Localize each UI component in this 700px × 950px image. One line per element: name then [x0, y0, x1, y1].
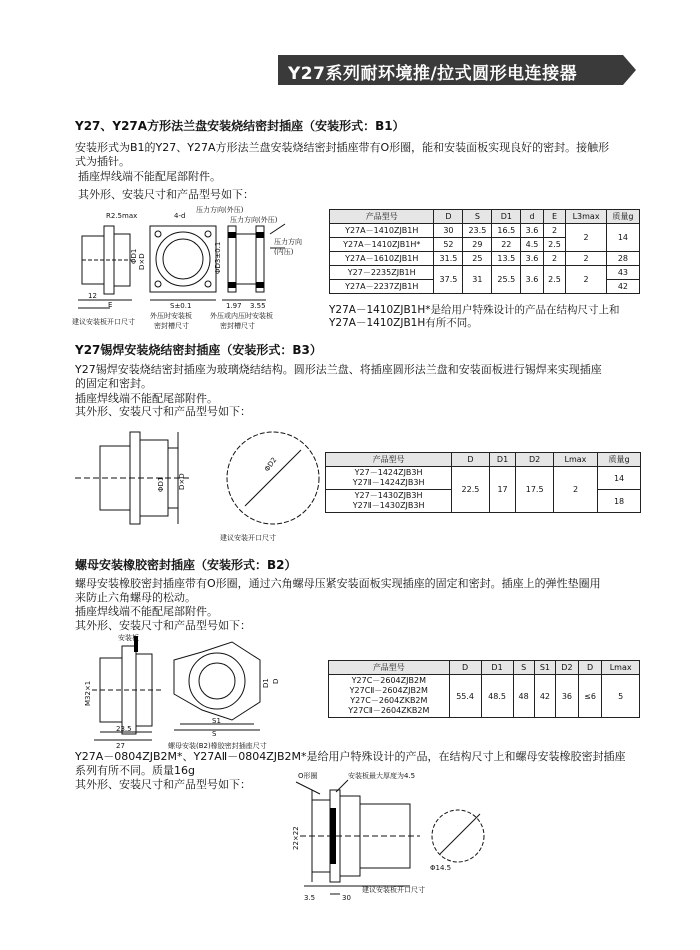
table-cell: 3.6 — [521, 224, 544, 238]
fig4-label-22x22: 22×22 — [292, 826, 300, 850]
table-cell: 2 — [566, 224, 607, 252]
fig1-label-s: S±0.1 — [170, 302, 192, 310]
fig3-label-27: 27 — [116, 742, 125, 750]
fig3-label-s1: S1 — [212, 717, 221, 725]
s3-th-d2: D2 — [556, 661, 579, 675]
fig1-label-pressure-out: 压力方向(外压) — [196, 206, 244, 214]
fig1-label-d1: ΦD1 — [130, 248, 138, 264]
table-cell: 22 — [492, 238, 521, 252]
s2-th-d2: D2 — [516, 453, 553, 467]
banner-arrow-tip — [623, 55, 636, 85]
s3-th-s: S — [513, 661, 534, 675]
table-cell: 42 — [606, 280, 639, 294]
section2-spec-table — [325, 452, 641, 513]
fig4-label-d145: Φ14.5 — [430, 864, 452, 872]
section3-note-line1: Y27A－0804ZJB2M*、Y27AⅡ－0804ZJB2M*是给用户特殊设计的产品，在结构尺寸上和螺母安装橡胶密封插座 — [75, 750, 626, 763]
s2-th-d: D — [452, 453, 489, 467]
table-cell: 37.5 — [434, 266, 463, 294]
table-cell: 2 — [543, 224, 566, 238]
section2-para-line1: Y27锡焊安装烧结密封插座为玻璃烧结结构。圆形法兰盘、将插座圆形法兰盘和安装面板进行锡焊来实现插座 — [75, 363, 602, 376]
fig1-label-355: 3.55 — [250, 302, 266, 310]
s3-th-lmax: Lmax — [602, 661, 640, 675]
table-cell: 28 — [606, 252, 639, 266]
table-cell: 55.4 — [449, 675, 481, 718]
s3-th-d: D — [449, 661, 481, 675]
fig1-label-4d: 4-d — [174, 212, 186, 220]
table-cell: 25 — [463, 252, 492, 266]
table-cell: 3.6 — [521, 252, 544, 266]
section1-para-line3: 插座焊线端不能配尾部附件。 — [78, 170, 221, 183]
fig1-label-phi-d3: ΦD3±0.1 — [214, 241, 222, 274]
fig2-label-dxd: D×D — [178, 473, 186, 490]
table-cell: 2 — [566, 252, 607, 266]
fig4-label-thickness: 安装板最大厚度为4.5 — [348, 772, 416, 780]
section4-drawing — [290, 768, 520, 904]
s3-th-model: 产品型号 — [329, 661, 450, 675]
table-cell: 48.5 — [481, 675, 513, 718]
s2-th-lmax: Lmax — [553, 453, 597, 467]
fig3-label-d1: D1 — [262, 678, 270, 688]
table-row — [330, 266, 640, 280]
table-cell: 13.5 — [492, 252, 521, 266]
table-cell: Y27A－1610ZJB1H — [330, 252, 434, 266]
section3-note-line2: 系列有所不同。质量16g — [75, 764, 195, 777]
banner-title: Y27系列耐环境推/拉式圆形电连接器 — [288, 64, 578, 84]
fig2-caption: 建议安装开口尺寸 — [220, 534, 276, 542]
section3-para-line2: 来防止六角螺母的松动。 — [75, 591, 196, 604]
s2-th-model: 产品型号 — [326, 453, 452, 467]
fig1-caption-panel-out: 外压时安装板 — [150, 312, 192, 320]
section1-drawing — [70, 204, 328, 334]
table-cell: 25.5 — [492, 266, 521, 294]
table-cell: Y27A－2237ZJB1H — [330, 280, 434, 294]
table-cell — [326, 467, 452, 490]
table-cell: 2 — [543, 252, 566, 266]
fig2-label-d1: ΦD1 — [157, 476, 165, 492]
table-cell: 14 — [598, 467, 641, 490]
fig4-label-35: 3.5 — [304, 894, 316, 902]
table-cell: 22.5 — [452, 467, 489, 513]
section1-title: Y27、Y27A方形法兰盘安装烧结密封插座（安装形式：B1） — [75, 119, 405, 133]
fig4-caption: 建议安装板开口尺寸 — [362, 886, 425, 894]
fig1-label-pressure-in2: (内压) — [274, 248, 294, 256]
s2-th-d1: D1 — [489, 453, 516, 467]
table-cell: ≤6 — [578, 675, 602, 718]
table-cell: 31 — [463, 266, 492, 294]
section2-table-header — [326, 453, 641, 467]
fig4-label-oring: O形圈 — [298, 772, 318, 780]
section2-para-line4: 其外形、安装尺寸和产品型号如下： — [75, 405, 251, 418]
section2-drawing — [70, 420, 320, 544]
table-cell: 2.5 — [543, 238, 566, 252]
table-cell: 2 — [553, 467, 597, 513]
section2-para-line3: 插座焊线端不能配尾部附件。 — [75, 392, 218, 405]
model-line: Y27C－2604ZJB2M — [351, 676, 426, 685]
section1-para-line4: 其外形、安装尺寸和产品型号如下： — [78, 188, 254, 201]
fig3-caption: 螺母安装(B2)橡胶密封插座尺寸 — [168, 742, 267, 750]
fig4-label-30: 30 — [342, 894, 351, 902]
fig1-label-pressure-in: 压力方向 — [274, 238, 302, 246]
fig2-label-d2: ΦD2 — [263, 455, 279, 474]
fig1-label-pressure-out2: 压力方向(外压) — [230, 216, 278, 224]
table-cell: Y27－2235ZJB1H — [330, 266, 434, 280]
model-line: Y27CⅡ－2604ZKB2M — [348, 706, 430, 715]
table-cell: Y27A－1410ZJB1H* — [330, 238, 434, 252]
section2-title: Y27锡焊安装烧结密封插座（安装形式：B3） — [75, 343, 322, 357]
section3-para-line4: 其外形、安装尺寸和产品型号如下： — [75, 619, 251, 632]
s3-th-d1: D1 — [481, 661, 513, 675]
section1-note-line1: Y27A－1410ZJB1H*是给用户特殊设计的产品在结构尺寸上和 — [329, 304, 620, 316]
table-cell: 42 — [534, 675, 555, 718]
table-cell: 4.5 — [521, 238, 544, 252]
table-cell: 2.5 — [543, 266, 566, 294]
table-cell: 31.5 — [434, 252, 463, 266]
section3-para-line5: 其外形、安装尺寸和产品型号如下： — [75, 778, 251, 791]
fig1-caption-panel-inout: 外压或内压时安装板 — [210, 312, 273, 320]
section3-title: 螺母安装橡胶密封插座（安装形式：B2） — [75, 558, 297, 572]
table-cell — [326, 490, 452, 513]
s1-th-s: S — [463, 210, 492, 224]
fig3-label-panel: 安装板 — [118, 634, 139, 642]
fig1-label-12: 12 — [88, 292, 97, 300]
s1-th-dd: d — [521, 210, 544, 224]
section1-spec-table — [329, 209, 640, 294]
table-cell: 36 — [556, 675, 579, 718]
fig3-label-d: D — [272, 678, 280, 684]
s1-th-l3max: L3max — [566, 210, 607, 224]
table-row — [329, 675, 640, 718]
section1-para-line2: 式为插针。 — [75, 155, 130, 168]
table-row — [330, 252, 640, 266]
fig3-label-s: S — [212, 730, 217, 738]
s1-th-mass: 质量g — [606, 210, 639, 224]
s3-th-s1: S1 — [534, 661, 555, 675]
table-cell: Y27A－1410ZJB1H — [330, 224, 434, 238]
table-cell: 52 — [434, 238, 463, 252]
fig1-label-r: R2.5max — [106, 212, 138, 220]
fig3-label-m32: M32×1 — [84, 680, 92, 706]
fig1-label-197: 1.97 — [226, 302, 242, 310]
section1-note-line2: Y27A－1410ZJB1H有所不同。 — [329, 317, 478, 329]
s1-th-e: E — [543, 210, 566, 224]
table-cell: 18 — [598, 490, 641, 513]
table-row — [330, 224, 640, 238]
table-cell: 17 — [489, 467, 516, 513]
s2-th-mass: 质量g — [598, 453, 641, 467]
section2-para-line2: 的固定和密封。 — [75, 377, 152, 390]
model-line: Y27－1424ZJB3H — [354, 468, 423, 477]
fig1-caption-opening: 建议安装板开口尺寸 — [72, 318, 135, 326]
fig3-label-235: 23.5 — [116, 725, 132, 733]
table-cell: 16.5 — [492, 224, 521, 238]
table-cell: 29 — [463, 238, 492, 252]
table-cell — [329, 675, 450, 718]
model-line: Y27Ⅱ－1424ZJB3H — [352, 478, 425, 487]
table-cell: 14 — [606, 224, 639, 252]
table-cell: 5 — [602, 675, 640, 718]
s1-th-d: D — [434, 210, 463, 224]
table-cell: 48 — [513, 675, 534, 718]
model-line: Y27C－2604ZKB2M — [350, 696, 428, 705]
model-line: Y27－1430ZJB3H — [354, 491, 423, 500]
section3-table-header — [329, 661, 640, 675]
section3-para-line1: 螺母安装橡胶密封插座带有O形圈，通过六角螺母压紧安装面板实现插座的固定和密封。插座上的弹性垫圈用 — [75, 577, 601, 590]
section3-spec-table — [328, 660, 640, 718]
section3-para-line3: 插座焊线端不能配尾部附件。 — [75, 605, 218, 618]
table-cell: 2 — [566, 266, 607, 294]
section3-drawing — [72, 632, 332, 752]
page-banner — [278, 55, 636, 85]
model-line: Y27Ⅱ－1430ZJB3H — [352, 501, 425, 510]
fig1-caption-groove-out: 密封槽尺寸 — [154, 322, 189, 330]
table-cell: 30 — [434, 224, 463, 238]
table-cell: 23.5 — [463, 224, 492, 238]
table-cell: 3.6 — [521, 266, 544, 294]
s1-th-model: 产品型号 — [330, 210, 434, 224]
section1-para-line1: 安装形式为B1的Y27、Y27A方形法兰盘安装烧结密封插座带有O形圈，能和安装面板实现良好的密封。接触形 — [75, 141, 610, 154]
fig1-caption-groove-inout: 密封槽尺寸 — [220, 322, 255, 330]
model-line: Y27CⅡ－2604ZJB2M — [349, 686, 428, 695]
fig1-label-dxd: D×D — [138, 253, 146, 270]
section1-table-header — [330, 210, 640, 224]
table-cell: 17.5 — [516, 467, 553, 513]
fig1-label-e: E — [108, 301, 113, 309]
table-cell: 43 — [606, 266, 639, 280]
s3-th-d-panel: D — [578, 661, 602, 675]
s1-th-d1: D1 — [492, 210, 521, 224]
table-row — [326, 467, 641, 490]
